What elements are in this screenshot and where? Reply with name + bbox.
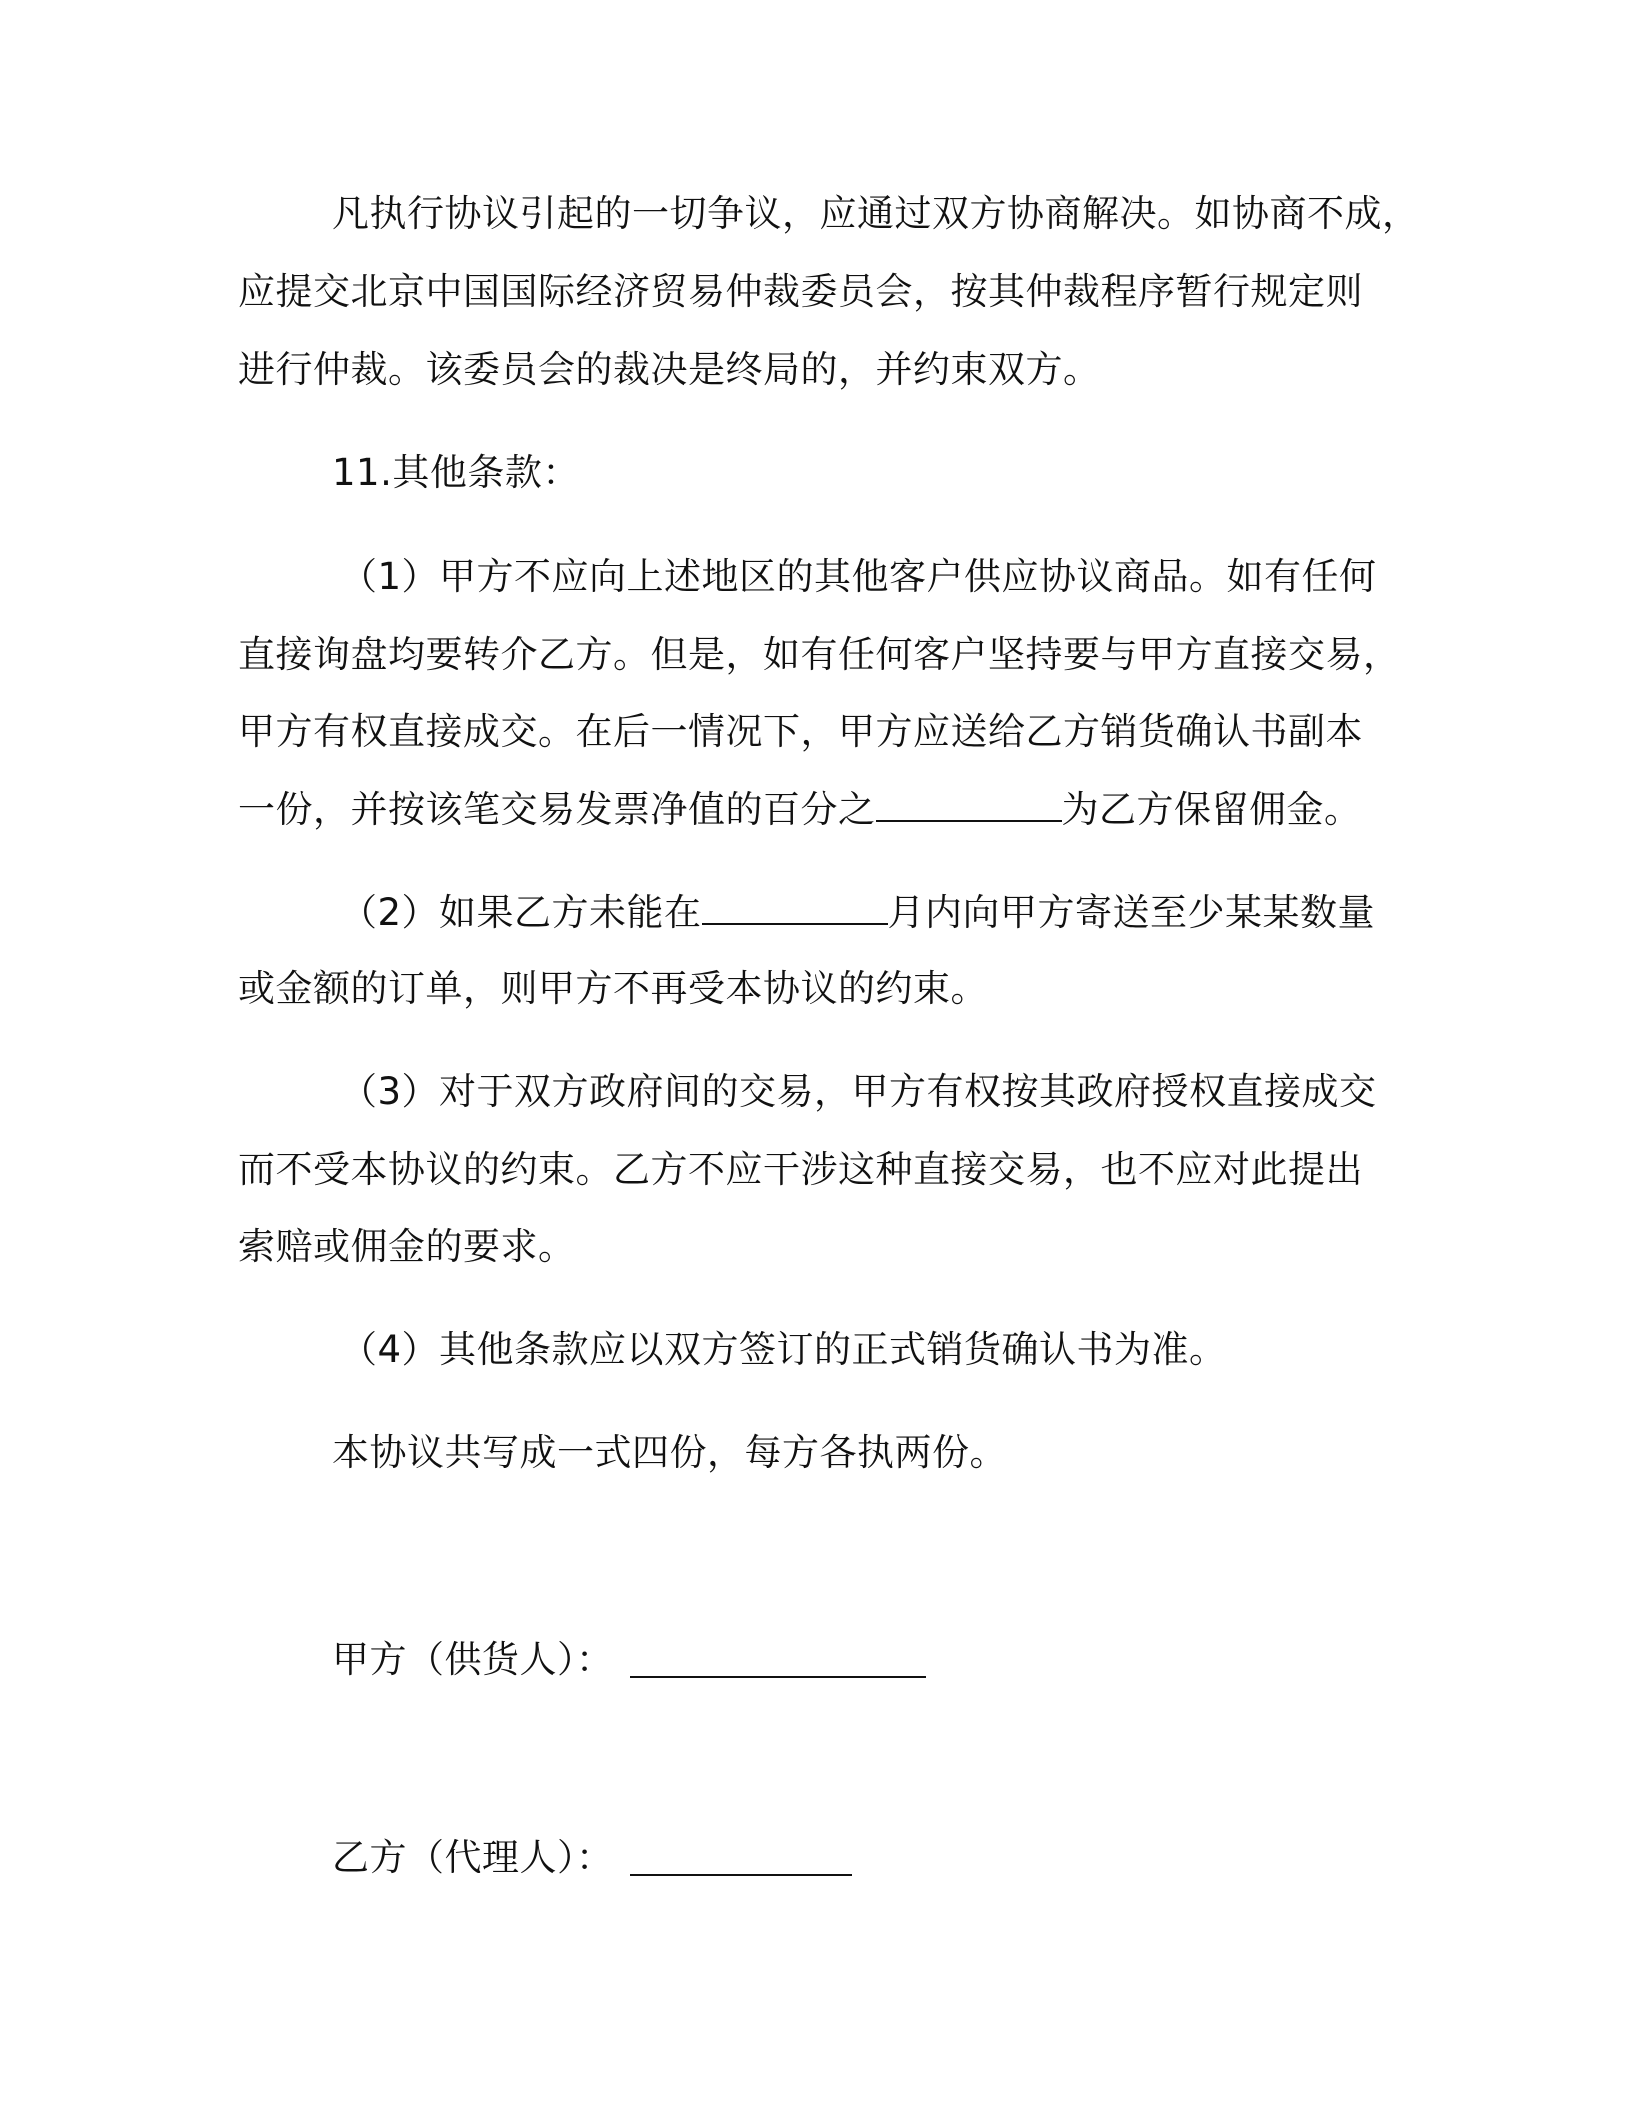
item-2-line-1 bbox=[340, 889, 1375, 936]
item-3-line-3: 索赔或佣金的要求。 bbox=[238, 1225, 576, 1268]
item-1-line-1: （1）甲方不应向上述地区的其他客户供应协议商品。如有任何 bbox=[340, 555, 1377, 598]
item-1-line-2: 直接询盘均要转介乙方。但是，如有任何客户坚持要与甲方直接交易， bbox=[238, 633, 1401, 676]
dispute-clause-line-2: 应提交北京中国国际经济贸易仲裁委员会，按其仲裁程序暂行规定则 bbox=[238, 270, 1363, 313]
item-1-line-4 bbox=[238, 786, 1362, 833]
item-1-line-3: 甲方有权直接成交。在后一情况下，甲方应送给乙方销货确认书副本 bbox=[238, 710, 1363, 753]
item-3-line-2: 而不受本协议的约束。乙方不应干涉这种直接交易，也不应对此提出 bbox=[238, 1148, 1363, 1191]
months-blank[interactable] bbox=[702, 889, 888, 925]
party-a-label: 甲方（供货人）： bbox=[332, 1638, 614, 1681]
section-11-heading: 11.其他条款： bbox=[332, 451, 580, 494]
item-2-line-1-before: （2）如果乙方未能在 bbox=[340, 891, 702, 934]
item-1-line-4-before: 一份，并按该笔交易发票净值的百分之 bbox=[238, 788, 876, 831]
dispute-clause-line-3: 进行仲裁。该委员会的裁决是终局的，并约束双方。 bbox=[238, 348, 1101, 391]
dispute-clause-line-1: 凡执行协议引起的一切争议，应通过双方协商解决。如协商不成， bbox=[332, 192, 1420, 235]
item-4-line-1: （4）其他条款应以双方签订的正式销货确认书为准。 bbox=[340, 1328, 1227, 1371]
party-b-label: 乙方（代理人）： bbox=[332, 1836, 614, 1879]
party-b-signature-line[interactable] bbox=[630, 1874, 852, 1876]
item-2-line-2: 或金额的订单，则甲方不再受本协议的约束。 bbox=[238, 967, 988, 1010]
item-2-line-1-after: 月内向甲方寄送至少某某数量 bbox=[887, 891, 1376, 934]
commission-percent-blank[interactable] bbox=[876, 786, 1062, 822]
item-3-line-1: （3）对于双方政府间的交易，甲方有权按其政府授权直接成交 bbox=[340, 1070, 1377, 1113]
party-a-signature-line[interactable] bbox=[630, 1676, 926, 1678]
copies-statement: 本协议共写成一式四份，每方各执两份。 bbox=[332, 1431, 1007, 1474]
item-1-line-4-after: 为乙方保留佣金。 bbox=[1061, 788, 1362, 831]
